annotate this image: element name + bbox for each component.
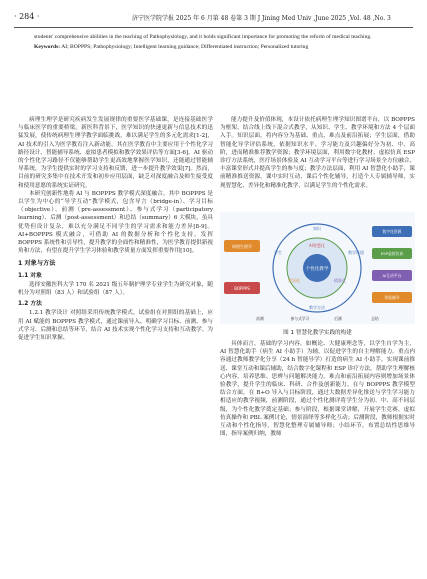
subsection-heading-subjects: 1.1 对象: [18, 272, 42, 279]
outer-label-1: 知识: [313, 226, 321, 231]
step-label-2: 参与式学习: [290, 316, 310, 321]
running-header: [14, 12, 413, 24]
right-box-label-2: ESP虚拟仿真: [380, 251, 404, 256]
outer-label-3: 教学环境: [348, 250, 364, 255]
page-number: · 284 ·: [14, 12, 40, 21]
keywords-label: Keywords:: [34, 44, 61, 51]
left-box-label-1: 病理生理学: [232, 244, 252, 249]
ring-label-1: AI智慧化: [309, 243, 325, 248]
right-paragraph-2: 具体而言，基础的学习内容，如概论、大健康理念等，以学生自学为主，AI 智慧化助手（病生 AI 小助手）为辅，以促进学生的自主理解能力。重点内容通过教师教学化分享（24 h 智能导学）打造的病生 AI 小助手，实现课前推送、课堂互动和课后辅助，结合数字化课程和 ESP 诊疗方法，帮助学生理解核心内容，培养思维、思辨与问题解决能力。难点和前沿拓展内容则增加场景体验教学，提升学生的临床、科研、合作及创新能力。在与 BOPPPS 教学模型结合方面，在 B+O 导入与目标阶段，通过大数据差异化推送与学生学习能力相适应的教学视频，前测阶段，通过个性化测评将学生分为初、中、高不同层级，为个性化教学奠定基础；参与阶段，根据课堂讲解，开展学生竞赛、虚拟仿真操作和 PBL 案例讨论，情景演绎等多样化互动；后测阶段，教师根据实时互动和个性化指导，智慧化整理专属辅导师；小结环节，布置总结性思维导图，指导案例归纳，教师: [220, 341, 415, 438]
ring-label-2: 差异化: [288, 278, 300, 283]
outer-label-2: 学生: [274, 250, 282, 255]
intro-paragraph-2: 本研究创新性地将 AI 与 BOPPPS 教学模式深度融合。其中 BOPPPS 是以学生为中心的“导学互动”教学模式，包含导言（bridge-in）、学习目标（objective）、前测（pre-assessment）、参与式学习（participatory learning）、后测（post-assessment）和总结（summary）6 大模块，虽具优势但设计复杂，难以充分满足不同学生的学习需求和能力差异[8-9]。AI+BOPPPS 模式融合，可借助 AI 的数据分析和个性化支持，发挥 BOPPPS 系统性和引导性，提升教学的全面性和精准性，为医学教育提供新视角和方法，有望在提升学生学习体验和教学质量方面发挥重要作用[10]。: [18, 190, 213, 255]
subsection-heading-method: 1.2 方法: [18, 301, 42, 308]
right-box-label-3: AI互动平台: [382, 273, 402, 278]
step-label-1: 前测: [256, 316, 264, 321]
intro-paragraph-1: 病理生理学是研究疾病发生发展规律的重要医学基础课，是连接基础医学与临床医学的重要桥梁。新医科背景下，医学知识的快速更新与信息技术的迅猛发展，使传统病理生理学教学面临挑战，难以满足学生的多元化需求[1-2]，AI 技术的引入为医学教育注入新动能，其在医学教育中主要应用于个性化学习路径设计、智能辅导系统、虚拟患者模拟和教学效果评估等方面[3-6]。AI 驱动的个性化学习路径不仅能够帮助学生更高效地掌握医学知识，还能通过智能辅导系统，为学生提供实时的学习支持和反馈，进一步提升教学效果[7]。然而，目前的研究多集中在技术开发和初步应用层面，缺乏对深度融合及师生接受度和使用意愿的系统实证研究。: [18, 117, 213, 189]
english-abstract: [18, 33, 410, 52]
step-label-3: 后测: [334, 316, 342, 321]
step-label-4: 总结: [371, 316, 379, 321]
method-paragraph: 1.2.1 教学设计 对照组采用传统教学模式。试验组在对照组的基础上，应用 AI 赋能的 BOPPPS 教学模式，通过课前导入、明确学习目标、前测、参与式学习、后测和总结等环节，结合 AI 技术实现个性化学习支持和互动教学。为促进学生知识掌握、: [18, 310, 213, 342]
keywords-text: AI; BOPPPS; Pathophysiology; Intelligent learning guidance; Differentiated instruction; Personalized tutoring: [61, 44, 309, 51]
journal-title: 济宁医学院学报 2025 年 6 月第 48 卷第 3 期 J Jining Med Univ ,June 2025 ,Vol. 48 ,No. 3: [132, 15, 391, 22]
center-label: 个性化教学: [305, 267, 329, 272]
abstract-text: students' comprehensive abilities in the teaching of Pathophysiology, and it holds significant importance for promoting the reform of medical teaching.: [34, 34, 372, 40]
figure-1: [220, 212, 415, 324]
right-paragraph-1: 能力提升及价值体现，本设计依托病理生理学知识图谱平台，以 BOPPPS 为框架，结合线上线下混合式教学，从知识、学生、教学环境和方法 4 个层面入手。知识层面，将内容分为基础、重点、难点及前沿拓展；学生层面，借助智能化导学评估系统，依据知识水平、学习能力及兴趣偏好分为初、中、高阶，进而精准推荐教学资源；教学环境层面，利用数字化教材、虚拟仿真 ESP 诊疗方法系统，医疗场景体验及 AI 互动学习平台等进行学习场景全方位融合，丰富课堂形式并提高学生的参与度；教学方法层面，利用 AI 智慧化小助手，课前精准推送资源，课中实时互动，课后个性化辅导，打造个人专属辅导师，实现智慧化、差异化和精准化教学，以满足学生的个性化需求。: [220, 117, 415, 189]
left-box-label-2: BOPPPS: [234, 286, 250, 291]
keywords-line: [18, 43, 410, 51]
header-rule: [14, 27, 413, 28]
outer-label-4: 教学方法: [309, 305, 325, 310]
right-box-label-4: 智能辅导: [384, 295, 400, 300]
right-box-label-1: 数字化资源: [382, 229, 402, 234]
ring-label-3: 精准化: [334, 278, 346, 283]
section-heading-methods: 1 对象与方法: [18, 260, 56, 268]
left-column: [18, 116, 213, 342]
subjects-paragraph: 选择安徽医科大学 170 名 2021 级五年制护理学专业学生为研究对象，随机分为对照组（83 人）和试验组（87 人）。: [18, 281, 213, 297]
right-column-bottom: [220, 340, 415, 438]
figure-caption: 图 1 智慧化教学实践的构建: [283, 330, 352, 336]
right-column-top: [220, 116, 415, 208]
